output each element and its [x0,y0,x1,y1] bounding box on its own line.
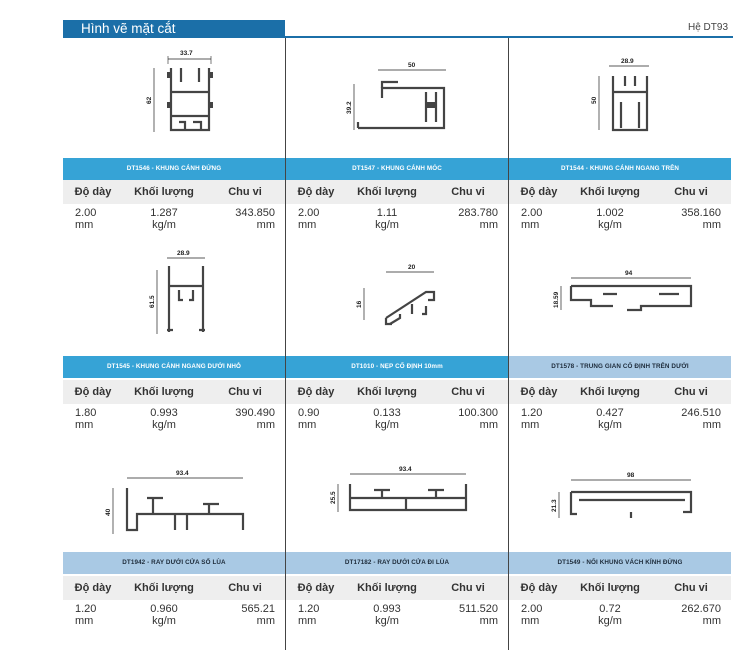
spec-values [286,404,508,440]
thickness-unit: mm [75,419,94,431]
profile-drawing-dt1544 [509,42,729,154]
perimeter-unit: mm [702,615,721,627]
profile-drawing-dt1545 [63,244,283,352]
dim-width-label: 20 [408,264,416,271]
weight-value: 0.72 [599,603,621,615]
weight-unit: kg/m [598,419,622,431]
thickness-value: 2.00 [298,207,320,219]
product-caption: DT1544 - KHUNG CÁNH NGANG TRÊN [509,158,731,180]
weight-value: 0.427 [596,407,624,419]
profile-drawing-dt17182 [286,448,506,548]
weight-label: Khối lượng [580,186,640,198]
perimeter-value: 358.160 [681,207,721,219]
spec-header [509,380,731,404]
profile-drawing-dt1546 [63,42,283,154]
profile-drawing-dt1547 [286,42,506,154]
perimeter-value: 262.670 [681,603,721,615]
perimeter-value: 511.520 [459,603,498,615]
perimeter-unit: mm [479,419,498,431]
spec-header [509,576,731,600]
weight-value: 0.993 [150,407,178,419]
weight-label: Khối lượng [134,386,194,398]
dim-height-label: 62 [146,96,153,104]
spec-values [63,404,285,440]
spec-header [63,180,285,204]
dim-height-label: 25.5 [330,491,337,504]
weight-unit: kg/m [375,419,399,431]
product-caption: DT1547 - KHUNG CÁNH MÓC [286,158,508,180]
thickness-unit: mm [75,219,94,231]
product-caption: DT1546 - KHUNG CÁNH ĐỨNG [63,158,285,180]
spec-header [63,380,285,404]
weight-unit: kg/m [598,219,622,231]
weight-value: 0.993 [373,603,401,615]
product-caption: DT1549 - NỐI KHUNG VÁCH KÍNH ĐỨNG [509,552,731,574]
weight-value: 0.960 [150,603,178,615]
weight-label: Khối lượng [580,582,640,594]
spec-header [286,380,508,404]
profile-drawing-dt1578 [509,244,729,352]
thickness-label: Độ dày [297,582,335,594]
thickness-value: 2.00 [521,603,543,615]
thickness-value: 0.90 [298,407,320,419]
series-label: Hệ DT93 [687,22,728,33]
perimeter-unit: mm [702,419,721,431]
thickness-unit: mm [521,615,540,627]
dim-width-label: 28.9 [621,58,634,65]
dim-width-label: 93.4 [176,470,189,477]
dim-width-label: 33.7 [180,50,193,57]
product-caption: DT1545 - KHUNG CÁNH NGANG DƯỚI NHỎ [63,356,285,378]
perimeter-label: Chu vi [228,386,262,398]
spec-values [509,600,731,636]
profile-drawing-dt1010 [286,244,506,352]
weight-value: 1.287 [150,207,178,219]
dim-width-label: 94 [625,270,633,277]
spec-values [509,404,731,440]
product-caption: DT17182 - RAY DƯỚI CỬA ĐI LÙA [286,552,508,574]
weight-unit: kg/m [375,219,399,231]
weight-unit: kg/m [598,615,622,627]
perimeter-label: Chu vi [451,186,485,198]
thickness-label: Độ dày [520,582,558,594]
weight-label: Khối lượng [357,186,417,198]
profile-drawing-dt1942 [63,448,283,548]
dim-width-label: 98 [627,472,635,479]
perimeter-label: Chu vi [674,186,708,198]
weight-label: Khối lượng [580,386,640,398]
thickness-unit: mm [521,219,540,231]
perimeter-label: Chu vi [674,582,708,594]
weight-unit: kg/m [152,419,176,431]
weight-unit: kg/m [152,219,176,231]
product-caption: DT1942 - RAY DƯỚI CỬA SỔ LÙA [63,552,285,574]
thickness-value: 2.00 [75,207,97,219]
product-caption: DT1578 - TRUNG GIAN CỐ ĐỊNH TRÊN DƯỚI [509,356,731,378]
thickness-label: Độ dày [297,386,335,398]
spec-values [286,204,508,240]
thickness-label: Độ dày [74,582,112,594]
perimeter-value: 100.300 [458,407,498,419]
thickness-value: 2.00 [521,207,543,219]
spec-values [509,204,731,240]
thickness-value: 1.20 [75,603,97,615]
product-caption: DT1010 - NẸP CỐ ĐỊNH 10mm [286,356,508,378]
perimeter-label: Chu vi [451,582,485,594]
thickness-unit: mm [298,219,317,231]
thickness-label: Độ dày [297,186,335,198]
weight-value: 1.002 [596,207,624,219]
spec-header [286,576,508,600]
weight-label: Khối lượng [357,582,417,594]
thickness-unit: mm [75,615,94,627]
dim-height-label: 39.2 [346,101,353,114]
perimeter-value: 390.490 [235,407,275,419]
section-title: Hình vẽ mặt cắt [63,20,285,38]
weight-value: 1.11 [376,207,398,219]
spec-header [286,180,508,204]
perimeter-value: 246.510 [681,407,721,419]
weight-value: 0.133 [373,407,401,419]
thickness-label: Độ dày [74,386,112,398]
spec-values [286,600,508,636]
dim-width-label: 93.4 [399,466,412,473]
thickness-unit: mm [521,419,540,431]
perimeter-unit: mm [256,419,275,431]
perimeter-unit: mm [256,615,275,627]
profile-drawing-dt1549 [509,448,729,548]
perimeter-value: 283.780 [458,207,498,219]
perimeter-unit: mm [479,615,498,627]
perimeter-value: 565.21 [241,603,275,615]
dim-width-label: 28.9 [177,250,190,257]
thickness-label: Độ dày [520,386,558,398]
thickness-value: 1.20 [298,603,320,615]
spec-header [63,576,285,600]
dim-width-label: 50 [408,62,416,69]
perimeter-unit: mm [256,219,275,231]
weight-label: Khối lượng [134,582,194,594]
dim-height-label: 21.3 [551,499,558,512]
weight-label: Khối lượng [134,186,194,198]
dim-height-label: 50 [591,96,598,104]
spec-values [63,600,285,636]
thickness-label: Độ dày [74,186,112,198]
perimeter-label: Chu vi [228,186,262,198]
thickness-label: Độ dày [520,186,558,198]
thickness-value: 1.20 [521,407,543,419]
perimeter-label: Chu vi [674,386,708,398]
weight-unit: kg/m [152,615,176,627]
thickness-value: 1.80 [75,407,97,419]
perimeter-label: Chu vi [228,582,262,594]
thickness-unit: mm [298,615,317,627]
dim-height-label: 61.5 [149,295,156,308]
thickness-unit: mm [298,419,317,431]
spec-values [63,204,285,240]
weight-label: Khối lượng [357,386,417,398]
perimeter-value: 343.850 [235,207,275,219]
spec-header [509,180,731,204]
perimeter-label: Chu vi [451,386,485,398]
dim-height-label: 18.59 [553,291,560,308]
dim-height-label: 40 [105,508,112,516]
dim-height-label: 16 [356,300,363,308]
header-rule [285,36,733,38]
weight-unit: kg/m [375,615,399,627]
perimeter-unit: mm [479,219,498,231]
perimeter-unit: mm [702,219,721,231]
